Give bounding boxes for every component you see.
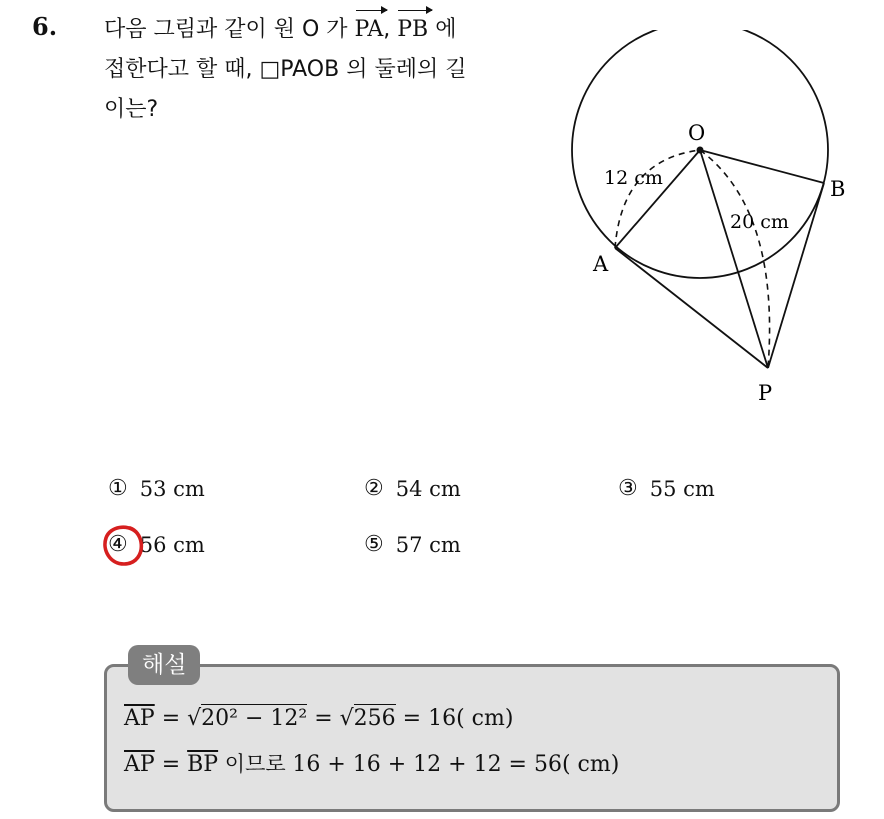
center-point-o: [697, 147, 704, 154]
geometry-figure: [560, 30, 850, 420]
choice-4-text: 56 cm: [139, 532, 205, 557]
choice-2-marker: ②: [364, 476, 384, 501]
choice-5-marker: ⑤: [364, 532, 384, 557]
segment-ap: [615, 248, 768, 368]
answer-mark-circle: [100, 522, 146, 568]
sqrt-radicand-2: 256: [353, 706, 396, 731]
circle-o: [572, 30, 828, 278]
sqrt-radicand-1: 20² − 12²: [201, 706, 308, 731]
solution-box: [104, 664, 840, 812]
solution-equals-3: =: [154, 752, 188, 777]
choice-3[interactable]: [618, 476, 715, 501]
label-20cm: 20 cm: [730, 211, 789, 233]
question-text: [104, 10, 544, 130]
choice-4-marker: ④: [108, 532, 128, 557]
question-number: 6.: [32, 12, 58, 41]
solution-line-1: [124, 706, 513, 731]
question-line-1-end: 에: [428, 17, 457, 42]
choice-1[interactable]: [108, 476, 205, 501]
question-line-3: 이는?: [104, 97, 159, 122]
solution-result-1: = 16( cm): [395, 706, 514, 731]
choice-1-text: 53 cm: [139, 476, 205, 501]
solution-korean-connector: 이므로: [218, 752, 293, 776]
segment-bp-label: $\overline{BP}$: [187, 752, 219, 777]
choice-5[interactable]: [364, 532, 461, 557]
question-line-1: [104, 10, 544, 50]
segment-oa: [615, 150, 700, 248]
solution-sum: 16 + 16 + 12 + 12 = 56( cm): [292, 752, 620, 777]
label-a: A: [593, 252, 609, 276]
label-p: P: [758, 381, 773, 405]
question-line-2: 접한다고 할 때, □PAOB 의 둘레의 길: [104, 57, 467, 82]
choice-3-text: 55 cm: [649, 476, 715, 501]
sqrt-expression-1: √20² − 12²: [187, 706, 308, 731]
choice-1-marker: ①: [108, 476, 128, 501]
solution-equals-1: =: [154, 706, 188, 731]
segment-op: [700, 150, 768, 368]
solution-equals-2: =: [307, 706, 340, 731]
choice-5-text: 57 cm: [395, 532, 461, 557]
choice-3-marker: ③: [618, 476, 638, 501]
solution-tag: 해설: [128, 645, 200, 685]
solution-line-2: [124, 748, 619, 778]
question-comma: ,: [383, 17, 398, 42]
segment-ap-label: $\overline{AP}$: [124, 706, 155, 731]
choice-2-text: 54 cm: [395, 476, 461, 501]
segment-ap-label-2: $\overline{AP}$: [124, 752, 155, 777]
label-12cm: 12 cm: [604, 167, 663, 189]
vector-pa: PA: [355, 10, 384, 50]
vector-pb: PB: [397, 10, 428, 50]
question-line-1-start: 다음 그림과 같이 원 O 가: [104, 17, 355, 42]
label-o: O: [688, 121, 706, 145]
sqrt-expression-2: √256: [339, 706, 396, 731]
choice-2[interactable]: [364, 476, 461, 501]
label-b: B: [830, 177, 846, 201]
